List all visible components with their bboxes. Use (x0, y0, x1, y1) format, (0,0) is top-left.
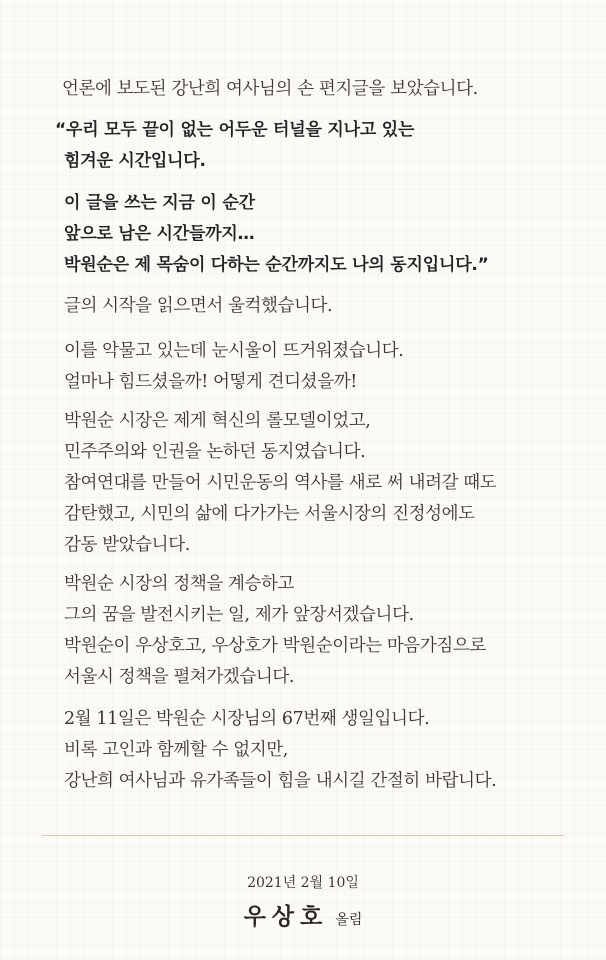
intro-text: 언론에 보도된 강난희 여사님의 손 편지글을 보았습니다. (62, 79, 478, 99)
paragraph-4-line: 그의 꿈을 발전시키는 일, 제가 앞장서겠습니다. (64, 605, 414, 625)
paragraph-2-line: 얼마나 힘드셨을까! 어떻게 견디셨을까! (64, 372, 357, 392)
paragraph-4-line: 서울시 정책을 펼쳐가겠습니다. (64, 667, 295, 687)
divider (42, 835, 564, 836)
paragraph-3-line: 박원순 시장은 제게 혁신의 롤모델이었고, (64, 411, 371, 431)
paragraph-3-line: 민주주의와 인권을 논하던 동지였습니다. (64, 442, 366, 462)
paragraph-2-line: 이를 악물고 있는데 눈시울이 뜨거워졌습니다. (64, 341, 404, 361)
paragraph-1: 글의 시작을 읽으면서 울컥했습니다. (64, 296, 333, 316)
quote-line-2: 힘겨운 시간입니다. (64, 151, 206, 171)
signature-name: 우상호 (243, 904, 329, 930)
letter-date: 2021년 2월 10일 (247, 875, 359, 891)
paragraph-4-line: 박원순 시장의 정책을 계승하고 (64, 574, 295, 594)
paragraph-5-line: 2월 11일은 박원순 시장님의 67번째 생일입니다. (64, 709, 430, 729)
quote-line-3: 이 글을 쓰는 지금 이 순간 (64, 193, 255, 213)
paragraph-3-line: 감동 받았습니다. (64, 535, 190, 555)
paragraph-3-line: 참여연대를 만들어 시민운동의 역사를 새로 써 내려갈 때도 (64, 473, 497, 493)
paragraph-4-line: 박원순이 우상호고, 우상호가 박원순이라는 마음가짐으로 (64, 636, 486, 656)
quote-line-5: 박원순은 제 목숨이 다하는 순간까지도 나의 동지입니다.” (64, 255, 489, 275)
signature-suffix: 올림 (335, 912, 363, 928)
paragraph-5-line: 강난희 여사님과 유가족들이 힘을 내시길 간절히 바랍니다. (64, 771, 497, 791)
quote-line-4: 앞으로 남은 시간들까지… (64, 224, 255, 244)
paragraph-5-line: 비록 고인과 함께할 수 없지만, (64, 740, 288, 760)
quote-line-1: “우리 모두 끝이 없는 어두운 터널을 지나고 있는 (55, 120, 415, 140)
paragraph-3-line: 감탄했고, 시민의 삶에 다가가는 서울시장의 진정성에도 (64, 504, 475, 524)
signature (0, 898, 606, 931)
